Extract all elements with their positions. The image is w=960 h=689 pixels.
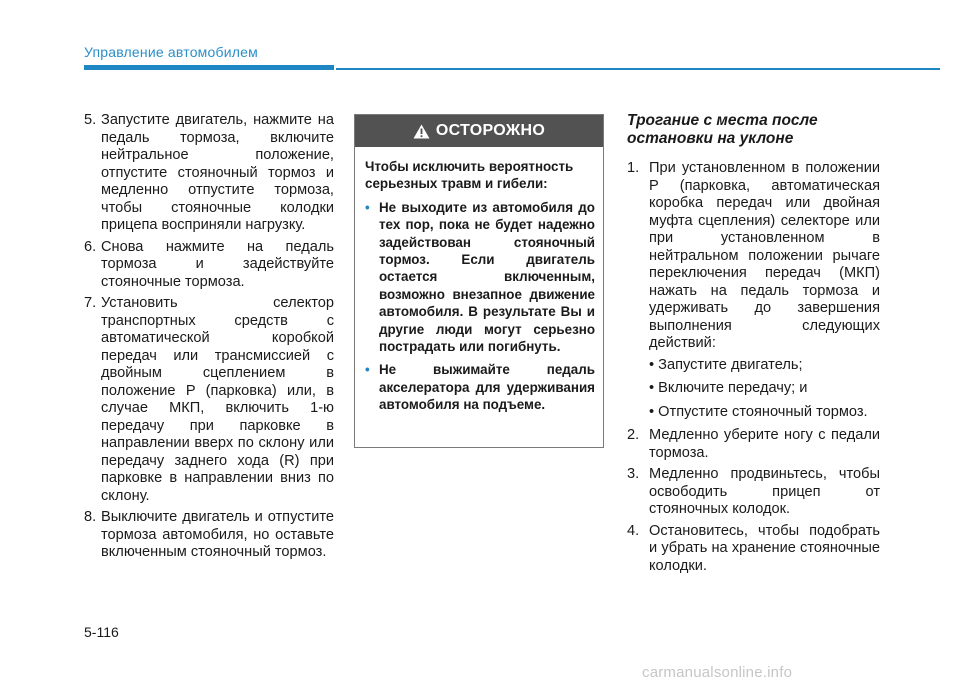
list-item <box>365 361 595 413</box>
section-title-line: Трогание с места после <box>627 112 818 129</box>
list-item <box>627 160 880 353</box>
step-text: Запустите двигатель, нажмите на педаль тормоза, включите нейтральное положение, отпустите стояночный тормоз и медленно отпустите тормоза, чтобы стояночные колодки прицепа восприняли нагрузку. <box>101 112 334 233</box>
watermark: carmanualsonline.info <box>642 664 793 681</box>
caution-item-text: Не выжимайте педаль акселератора для удерживания автомобиля на подъеме. <box>379 362 595 413</box>
list-item <box>84 239 334 292</box>
step-number: 8. <box>84 509 97 525</box>
step-text: При установленном в положении P (парковка, автоматическая коробка передач или двойная муфта сцепления) селекторе или при установленном в нейтральном положении рычаге переключения передач (МКП) нажать на педаль тормоза и удерживать до завершения выполнения следующих действий: <box>649 160 880 351</box>
step-number: 6. <box>84 238 97 255</box>
step-text: Медленно уберите ногу с педали тормоза. <box>649 427 880 461</box>
sub-bullet: • Запустите двигатель; <box>649 356 803 373</box>
caution-item-text: Не выходите из автомобиля до тех пор, пока не будет надежно задействован стояночный тормоз. Если двигатель остается включенным, возможно внезапное движение автомобиля. В результате Вы и другие люди могут серьезно пострадать или погибнуть. <box>379 199 595 355</box>
section-title-line: остановки на уклоне <box>627 130 794 147</box>
header-rule-thin <box>336 68 940 70</box>
sub-bullet: • Отпустите стояночный тормоз. <box>649 403 868 420</box>
list-item <box>365 199 595 356</box>
section-header-title: Управление автомобилем <box>84 44 258 60</box>
list-item <box>84 509 334 562</box>
list-item <box>84 112 334 235</box>
list-item <box>627 523 880 576</box>
sub-bullet: • Включите передачу; и <box>649 380 808 396</box>
header-rule-thick <box>84 65 334 70</box>
right-column <box>627 112 880 579</box>
caution-body <box>355 147 603 414</box>
step-text: Медленно продвиньтесь, чтобы освободить прицеп от стояночных колодок. <box>649 466 880 517</box>
caution-heading: ОСТОРОЖНО <box>435 122 546 139</box>
warning-triangle-icon <box>413 124 430 139</box>
step-number: 1. <box>627 160 640 176</box>
step-number: 3. <box>627 466 640 482</box>
list-item <box>627 427 880 462</box>
caution-box <box>354 114 604 448</box>
list-item <box>84 295 334 505</box>
left-column <box>84 112 334 566</box>
caution-intro: Чтобы исключить вероятность серьезных травм и гибели: <box>365 159 574 192</box>
bullet-icon: • <box>365 362 370 378</box>
section-title <box>627 112 880 148</box>
step-number: 5. <box>84 112 97 128</box>
step-text: Остановитесь, чтобы подобрать и убрать на хранение стояночные колодки. <box>649 522 880 574</box>
step-number: 2. <box>627 427 640 443</box>
page-number: 5-116 <box>84 624 119 640</box>
step-number: 7. <box>84 295 97 311</box>
list-item <box>627 466 880 519</box>
bullet-icon: • <box>365 199 370 215</box>
step-text: Выключите двигатель и отпустите тормоза автомобиля, но оставьте включенным стояночный тормоз. <box>101 509 334 560</box>
step-text: Установить селектор транспортных средств с автоматической коробкой передач или трансмиссией с двойным сцеплением в положение P (парковка) или, в случае МКП, включить 1-ю передачу при парковке в направлении вверх по склону или передачу заднего хода (R) при парковке в направлении вниз по склону. <box>101 295 334 504</box>
step-text: Снова нажмите на педаль тормоза и задействуйте стояночные тормоза. <box>101 238 334 290</box>
caution-header <box>355 115 603 147</box>
step-number: 4. <box>627 522 640 539</box>
